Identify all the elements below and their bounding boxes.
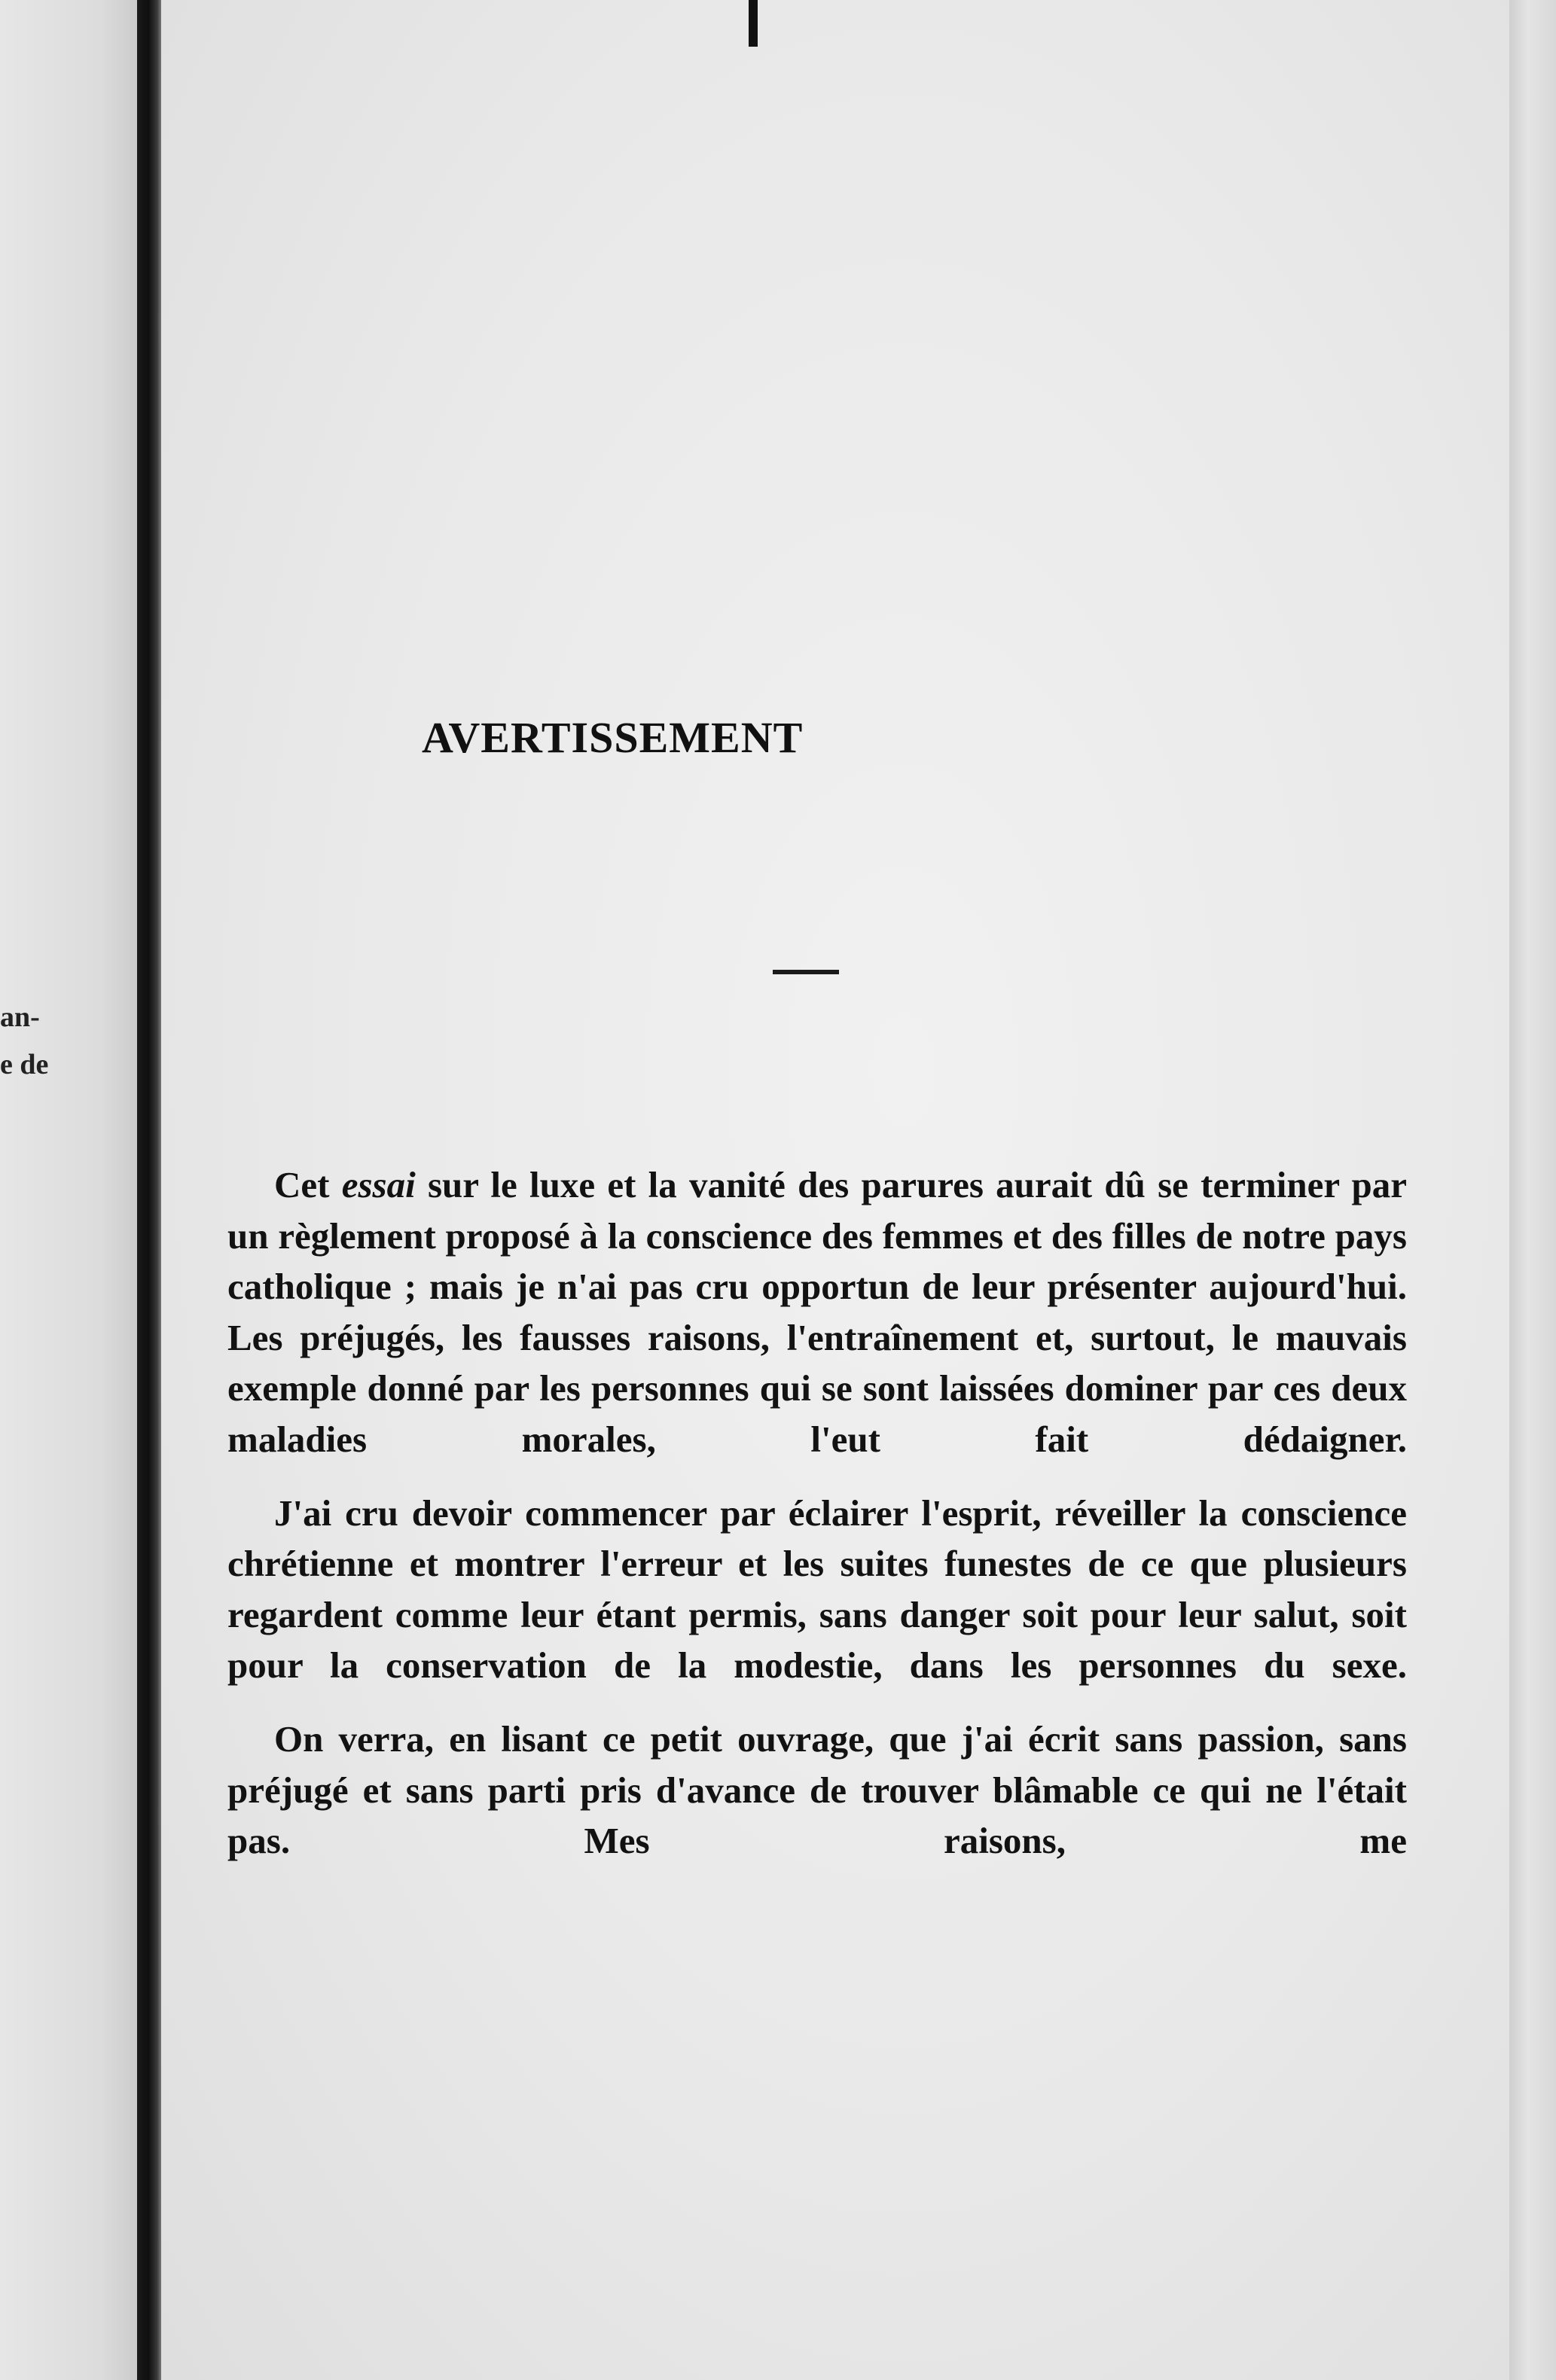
left-page-text-fragment: e de	[0, 1049, 49, 1080]
page-right-edge	[1509, 0, 1556, 2380]
top-binding-mark	[749, 0, 758, 47]
paragraph-1: Cet essai sur le luxe et la vanité des parures aurait dû se terminer par un règlement proposé à la conscience des femmes et des filles de notre pays catholique ; mais je n'ai pas cru opportun de leur présenter aujourd'hui. Les préjugés, les fausses raisons, l'entraînement et, surtout, le mauvais exemple donné par les personnes qui se sont laissées dominer par ces deux maladies morales, l'eut fait dédaigner.	[227, 1164, 1407, 1460]
heading-rule	[773, 970, 839, 974]
paragraph-3: On verra, en lisant ce petit ouvrage, que j'ai écrit sans passion, sans préjugé et sans parti pris d'avance de trouver blâmable ce qui ne l'était pas. Mes raisons, me	[227, 1717, 1407, 1862]
left-page-text-fragment: an-	[0, 1001, 40, 1033]
body-text	[227, 1160, 1407, 1867]
paragraph-2: J'ai cru devoir commencer par éclairer l'esprit, réveiller la conscience chrétienne et montrer l'erreur et les suites funestes de ce que plusieurs regardent comme leur étant permis, sans danger soit pour leur salut, soit pour la conservation de la modestie, dans les personnes du sexe.	[227, 1492, 1407, 1687]
left-page-margin	[0, 0, 143, 2380]
emphasis-essai: essai	[341, 1164, 416, 1205]
section-heading: AVERTISSEMENT	[422, 713, 804, 762]
